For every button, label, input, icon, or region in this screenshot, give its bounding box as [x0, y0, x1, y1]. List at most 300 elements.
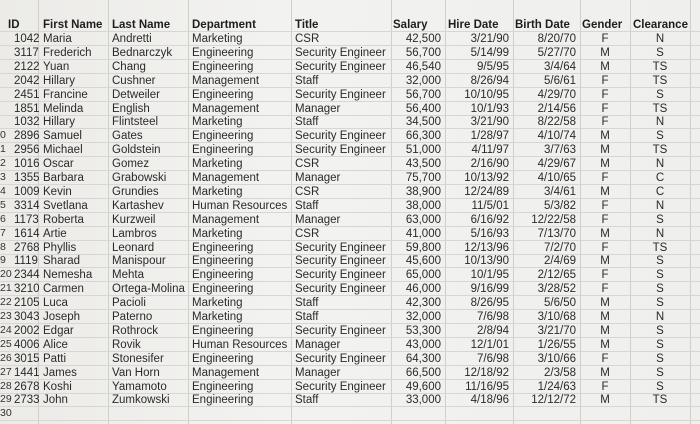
cell-clearance[interactable]: TS: [652, 144, 668, 157]
cell-department[interactable]: Engineering: [192, 269, 254, 282]
cell-birth-date[interactable]: 5/3/82: [544, 199, 576, 212]
cell-department[interactable]: Management: [192, 172, 260, 184]
cell-last-name[interactable]: Mehta: [112, 269, 144, 282]
cell-hire-date[interactable]: 8/26/95: [470, 297, 509, 310]
cell-salary[interactable]: 42,300: [405, 297, 441, 310]
cell-title[interactable]: Security Engineer: [295, 269, 386, 282]
cell-clearance[interactable]: S: [656, 324, 664, 337]
cell-clearance[interactable]: TS: [652, 60, 668, 73]
cell-id[interactable]: 3210: [14, 283, 40, 296]
cell-hire-date[interactable]: 2/16/90: [470, 158, 509, 171]
cell-department[interactable]: Marketing: [192, 158, 243, 171]
cell-id[interactable]: 1119: [14, 255, 38, 268]
table-row: [0, 380, 700, 394]
cell-clearance[interactable]: S: [656, 88, 664, 101]
cell-salary[interactable]: 33,000: [405, 394, 441, 407]
row-number: 8: [0, 240, 6, 253]
cell-birth-date[interactable]: 1/26/55: [537, 338, 576, 351]
cell-id[interactable]: 1009: [14, 185, 40, 198]
cell-department[interactable]: Human Resources: [192, 338, 288, 351]
table-row: [0, 88, 700, 102]
cell-department[interactable]: Marketing: [192, 297, 243, 310]
cell-salary[interactable]: 42,500: [405, 33, 441, 45]
cell-first-name[interactable]: Phyllis: [43, 241, 77, 254]
cell-hire-date[interactable]: 7/6/98: [477, 352, 509, 365]
cell-birth-date[interactable]: 4/10/74: [537, 130, 576, 143]
cell-title[interactable]: Security Engineer: [295, 130, 386, 143]
table-row: [0, 60, 700, 74]
row-number: 2: [0, 157, 6, 170]
cell-first-name[interactable]: Frederich: [43, 46, 92, 59]
cell-salary[interactable]: 65,000: [405, 269, 441, 282]
cell-title[interactable]: CSR: [295, 185, 320, 198]
cell-clearance[interactable]: S: [656, 255, 664, 268]
cell-salary[interactable]: 75,700: [405, 172, 441, 184]
cell-title[interactable]: Security Engineer: [295, 352, 386, 365]
cell-last-name[interactable]: Rovik: [112, 338, 141, 351]
cell-department[interactable]: Engineering: [192, 130, 254, 143]
cell-title[interactable]: Security Engineer: [295, 283, 386, 296]
cell-gender[interactable]: M: [600, 185, 610, 198]
cell-first-name[interactable]: Samuel: [43, 130, 82, 143]
cell-gender[interactable]: M: [600, 394, 610, 407]
header-hire-date[interactable]: Hire Date: [448, 19, 499, 31]
cell-gender[interactable]: M: [600, 255, 610, 268]
cell-salary[interactable]: 32,000: [405, 74, 441, 87]
cell-gender[interactable]: F: [601, 88, 609, 101]
cell-salary[interactable]: 46,000: [405, 283, 441, 296]
cell-last-name[interactable]: Detweiler: [112, 88, 160, 101]
cell-hire-date[interactable]: 12/1/01: [470, 338, 509, 351]
cell-clearance[interactable]: C: [655, 185, 665, 198]
cell-first-name[interactable]: John: [43, 394, 68, 407]
cell-gender[interactable]: M: [600, 311, 610, 323]
cell-id[interactable]: 2896: [14, 130, 40, 143]
cell-first-name[interactable]: Luca: [43, 297, 68, 310]
cell-id[interactable]: 1042: [14, 33, 40, 45]
cell-birth-date[interactable]: 3/28/52: [537, 283, 576, 296]
cell-title[interactable]: Manager: [295, 366, 341, 379]
cell-department[interactable]: Marketing: [192, 116, 243, 129]
cell-title[interactable]: CSR: [295, 33, 320, 45]
table-row: [0, 46, 700, 60]
cell-last-name[interactable]: Goldstein: [112, 144, 161, 157]
cell-clearance[interactable]: N: [655, 158, 665, 171]
cell-id[interactable]: 3314: [14, 199, 40, 212]
cell-hire-date[interactable]: 4/18/96: [470, 394, 509, 407]
cell-hire-date[interactable]: 7/6/98: [477, 311, 509, 323]
cell-department[interactable]: Engineering: [192, 380, 254, 393]
cell-first-name[interactable]: Hillary: [43, 74, 75, 87]
cell-hire-date[interactable]: 10/13/90: [464, 255, 509, 268]
cell-last-name[interactable]: Zumkowski: [112, 394, 170, 407]
cell-birth-date[interactable]: 5/6/61: [544, 74, 576, 87]
cell-salary[interactable]: 38,000: [405, 199, 441, 212]
cell-department[interactable]: Marketing: [192, 33, 243, 45]
cell-last-name[interactable]: Bednarczyk: [112, 46, 173, 59]
cell-birth-date[interactable]: 3/4/61: [544, 185, 576, 198]
cell-id[interactable]: 2002: [14, 324, 40, 337]
cell-last-name[interactable]: Rothrock: [112, 324, 159, 337]
cell-clearance[interactable]: TS: [652, 394, 668, 407]
header-clearance[interactable]: Clearance: [633, 19, 688, 31]
cell-last-name[interactable]: Ortega-Molina: [112, 283, 185, 296]
cell-clearance[interactable]: S: [656, 46, 664, 59]
cell-salary[interactable]: 41,000: [405, 227, 441, 240]
table-row: [0, 268, 700, 282]
cell-clearance[interactable]: N: [655, 33, 665, 45]
cell-id[interactable]: 2733: [14, 394, 40, 407]
cell-department[interactable]: Engineering: [192, 60, 254, 73]
cell-clearance[interactable]: N: [655, 311, 665, 323]
cell-salary[interactable]: 34,500: [405, 116, 441, 129]
cell-last-name[interactable]: Chang: [112, 60, 146, 73]
cell-first-name[interactable]: Michael: [43, 144, 83, 157]
cell-department[interactable]: Management: [192, 102, 260, 115]
cell-title[interactable]: Security Engineer: [295, 88, 386, 101]
cell-id[interactable]: 2678: [14, 380, 40, 393]
cell-clearance[interactable]: S: [656, 269, 664, 282]
cell-last-name[interactable]: Andretti: [112, 33, 152, 45]
cell-department[interactable]: Engineering: [192, 283, 254, 296]
cell-salary[interactable]: 49,600: [405, 380, 441, 393]
cell-id[interactable]: 2105: [14, 297, 40, 310]
cell-first-name[interactable]: Alice: [43, 338, 68, 351]
cell-birth-date[interactable]: 8/20/70: [537, 33, 576, 45]
cell-gender[interactable]: F: [601, 102, 609, 115]
cell-hire-date[interactable]: 11/5/01: [471, 199, 509, 212]
cell-first-name[interactable]: Nemesha: [43, 269, 93, 282]
cell-first-name[interactable]: Roberta: [43, 213, 84, 226]
cell-first-name[interactable]: Edgar: [43, 324, 74, 337]
header-last-name[interactable]: Last Name: [112, 19, 171, 31]
cell-first-name[interactable]: Melinda: [43, 102, 84, 115]
cell-last-name[interactable]: Leonard: [112, 241, 155, 254]
row-number: 7: [0, 226, 6, 239]
cell-clearance[interactable]: TS: [652, 74, 668, 87]
table-row: [0, 254, 700, 268]
row-number: 3: [0, 171, 6, 183]
cell-clearance[interactable]: S: [656, 338, 664, 351]
header-salary[interactable]: Salary: [393, 19, 428, 31]
cell-title[interactable]: Staff: [295, 297, 319, 310]
cell-id[interactable]: 1016: [14, 158, 40, 171]
cell-birth-date[interactable]: 5/6/50: [544, 297, 576, 310]
cell-salary[interactable]: 63,000: [405, 213, 441, 226]
cell-birth-date[interactable]: 4/29/70: [537, 88, 576, 101]
cell-first-name[interactable]: Svetlana: [43, 199, 88, 212]
cell-id[interactable]: 3117: [14, 46, 39, 59]
cell-first-name[interactable]: Oscar: [43, 158, 74, 171]
cell-clearance[interactable]: S: [656, 297, 664, 310]
cell-clearance[interactable]: N: [655, 227, 665, 240]
cell-title[interactable]: Staff: [295, 394, 319, 407]
cell-id[interactable]: 2768: [14, 241, 40, 254]
row-number: 1: [0, 143, 6, 156]
cell-last-name[interactable]: Kurzweil: [112, 213, 156, 226]
header-birth-date[interactable]: Birth Date: [515, 19, 570, 31]
cell-gender[interactable]: F: [601, 116, 609, 129]
cell-gender[interactable]: F: [601, 74, 609, 87]
cell-salary[interactable]: 56,700: [405, 88, 441, 101]
cell-last-name[interactable]: Van Horn: [112, 366, 160, 379]
header-department[interactable]: Department: [192, 19, 256, 31]
cell-birth-date[interactable]: 2/3/58: [544, 366, 576, 379]
cell-title[interactable]: Security Engineer: [295, 380, 386, 393]
cell-department[interactable]: Engineering: [192, 144, 254, 157]
cell-title[interactable]: Security Engineer: [295, 324, 386, 337]
cell-first-name[interactable]: Francine: [43, 88, 88, 101]
cell-last-name[interactable]: Lambros: [112, 227, 157, 240]
cell-hire-date[interactable]: 9/5/95: [477, 60, 509, 73]
cell-gender[interactable]: F: [601, 199, 609, 212]
cell-title[interactable]: CSR: [295, 158, 320, 171]
cell-birth-date[interactable]: 3/10/68: [537, 311, 576, 323]
cell-title[interactable]: Staff: [295, 116, 319, 129]
cell-hire-date[interactable]: 2/8/94: [477, 324, 509, 337]
cell-hire-date[interactable]: 12/13/96: [464, 241, 509, 254]
cell-last-name[interactable]: Cushner: [112, 74, 156, 87]
cell-gender[interactable]: F: [601, 283, 609, 296]
header-gender[interactable]: Gender: [582, 19, 623, 31]
cell-department[interactable]: Engineering: [192, 324, 254, 337]
cell-clearance[interactable]: N: [655, 116, 665, 129]
cell-hire-date[interactable]: 10/1/95: [470, 269, 509, 282]
cell-last-name[interactable]: Stonesifer: [112, 352, 164, 365]
cell-id[interactable]: 1851: [14, 102, 40, 115]
cell-salary[interactable]: 56,400: [405, 102, 441, 115]
row-number: 0: [0, 129, 6, 142]
cell-last-name[interactable]: Kartashev: [112, 199, 164, 212]
cell-salary[interactable]: 45,600: [405, 255, 441, 268]
cell-birth-date[interactable]: 7/13/70: [537, 227, 576, 240]
cell-id[interactable]: 2451: [14, 88, 40, 101]
cell-title[interactable]: Manager: [295, 102, 341, 115]
cell-birth-date[interactable]: 4/29/67: [537, 158, 576, 171]
header-title[interactable]: Title: [295, 19, 319, 31]
row-number: 22: [0, 296, 12, 309]
cell-birth-date[interactable]: 2/4/69: [544, 255, 576, 268]
cell-salary[interactable]: 43,500: [405, 158, 441, 171]
cell-birth-date[interactable]: 8/22/58: [537, 116, 576, 129]
cell-birth-date[interactable]: 12/22/58: [531, 213, 576, 226]
cell-hire-date[interactable]: 12/18/92: [464, 366, 509, 379]
cell-birth-date[interactable]: 3/21/70: [537, 324, 576, 337]
cell-title[interactable]: CSR: [295, 227, 320, 240]
cell-salary[interactable]: 38,900: [405, 185, 441, 198]
cell-salary[interactable]: 53,300: [405, 324, 441, 337]
cell-salary[interactable]: 66,300: [405, 130, 441, 143]
cell-last-name[interactable]: Manispour: [112, 255, 166, 268]
cell-department[interactable]: Engineering: [192, 255, 254, 268]
cell-gender[interactable]: M: [600, 297, 610, 310]
cell-id[interactable]: 1032: [14, 116, 40, 129]
cell-clearance[interactable]: S: [656, 283, 664, 296]
cell-last-name[interactable]: Gates: [112, 130, 143, 143]
cell-birth-date[interactable]: 5/27/70: [537, 46, 576, 59]
cell-gender[interactable]: F: [601, 241, 609, 254]
cell-hire-date[interactable]: 1/28/97: [470, 130, 509, 143]
cell-id[interactable]: 3015: [14, 352, 40, 365]
cell-birth-date[interactable]: 2/14/56: [537, 102, 576, 115]
cell-department[interactable]: Marketing: [192, 311, 243, 323]
cell-id[interactable]: 4006: [14, 338, 40, 351]
cell-first-name[interactable]: Carmen: [43, 283, 84, 296]
cell-salary[interactable]: 66,500: [405, 366, 441, 379]
cell-first-name[interactable]: Hillary: [43, 116, 75, 129]
cell-department[interactable]: Management: [192, 366, 260, 379]
cell-clearance[interactable]: S: [656, 380, 664, 393]
cell-first-name[interactable]: Yuan: [43, 60, 70, 73]
cell-id[interactable]: 1441: [14, 366, 40, 379]
cell-id[interactable]: 3043: [14, 311, 40, 323]
cell-title[interactable]: Staff: [295, 199, 319, 212]
cell-hire-date[interactable]: 3/21/90: [470, 33, 509, 45]
cell-gender[interactable]: M: [600, 60, 610, 73]
cell-clearance[interactable]: S: [656, 130, 664, 143]
cell-clearance[interactable]: S: [656, 366, 664, 379]
cell-hire-date[interactable]: 10/13/92: [464, 172, 509, 184]
table-row: [0, 102, 700, 116]
cell-gender[interactable]: F: [601, 213, 609, 226]
cell-last-name[interactable]: Grabowski: [112, 172, 167, 184]
cell-hire-date[interactable]: 10/1/93: [470, 102, 509, 115]
cell-department[interactable]: Engineering: [192, 241, 254, 254]
cell-id[interactable]: 2956: [14, 144, 40, 157]
cell-gender[interactable]: F: [601, 269, 609, 282]
cell-gender[interactable]: F: [601, 380, 609, 393]
cell-gender[interactable]: M: [600, 366, 610, 379]
cell-last-name[interactable]: English: [112, 102, 150, 115]
cell-hire-date[interactable]: 4/11/97: [471, 144, 509, 157]
cell-id[interactable]: 2042: [14, 74, 40, 87]
cell-gender[interactable]: M: [600, 158, 610, 171]
cell-gender[interactable]: F: [601, 172, 609, 184]
cell-first-name[interactable]: Sharad: [43, 255, 81, 268]
cell-birth-date[interactable]: 12/12/72: [531, 394, 576, 407]
cell-first-name[interactable]: Joseph: [43, 311, 81, 323]
cell-clearance[interactable]: S: [656, 213, 664, 226]
cell-department[interactable]: Engineering: [192, 352, 254, 365]
cell-gender[interactable]: M: [600, 144, 610, 157]
cell-salary[interactable]: 64,300: [405, 352, 441, 365]
header-row: [0, 18, 700, 32]
row-number: 30: [0, 407, 12, 420]
cell-department[interactable]: Engineering: [192, 46, 254, 59]
cell-department[interactable]: Engineering: [192, 394, 254, 407]
cell-gender[interactable]: F: [601, 33, 609, 45]
cell-clearance[interactable]: N: [655, 199, 665, 212]
cell-salary[interactable]: 51,000: [405, 144, 441, 157]
cell-hire-date[interactable]: 6/16/92: [470, 213, 509, 226]
cell-first-name[interactable]: Maria: [43, 33, 72, 45]
cell-department[interactable]: Management: [192, 74, 260, 87]
cell-last-name[interactable]: Pacioli: [112, 297, 146, 310]
cell-salary[interactable]: 43,000: [405, 338, 441, 351]
cell-hire-date[interactable]: 10/10/95: [464, 88, 509, 101]
cell-birth-date[interactable]: 3/4/64: [544, 60, 576, 73]
cell-gender[interactable]: M: [600, 130, 610, 143]
cell-salary[interactable]: 32,000: [405, 311, 441, 323]
cell-gender[interactable]: M: [600, 46, 610, 59]
cell-last-name[interactable]: Flintsteel: [112, 116, 159, 129]
row-number: 9: [0, 254, 6, 267]
cell-first-name[interactable]: Koshi: [43, 380, 72, 393]
table-row: [0, 227, 700, 241]
cell-last-name[interactable]: Paterno: [112, 311, 153, 323]
cell-hire-date[interactable]: 12/24/89: [464, 185, 509, 198]
cell-salary[interactable]: 46,540: [405, 60, 441, 73]
cell-title[interactable]: Security Engineer: [295, 255, 386, 268]
cell-salary[interactable]: 56,700: [405, 46, 441, 59]
cell-title[interactable]: Manager: [295, 338, 341, 351]
cell-clearance[interactable]: TS: [652, 241, 668, 254]
cell-id[interactable]: 1173: [14, 213, 39, 226]
cell-birth-date[interactable]: 7/2/70: [544, 241, 576, 254]
cell-department[interactable]: Human Resources: [192, 199, 288, 212]
cell-title[interactable]: Manager: [295, 172, 341, 184]
cell-id[interactable]: 2122: [14, 60, 40, 73]
cell-title[interactable]: Security Engineer: [295, 46, 386, 59]
cell-gender[interactable]: M: [600, 338, 610, 351]
cell-clearance[interactable]: C: [655, 172, 665, 184]
cell-first-name[interactable]: Artie: [43, 227, 67, 240]
cell-department[interactable]: Marketing: [192, 227, 243, 240]
cell-first-name[interactable]: Barbara: [43, 172, 84, 184]
cell-department[interactable]: Marketing: [192, 185, 243, 198]
cell-last-name[interactable]: Grundies: [112, 185, 159, 198]
cell-id[interactable]: 2344: [14, 269, 40, 282]
cell-gender[interactable]: M: [600, 324, 610, 337]
cell-title[interactable]: Staff: [295, 74, 319, 87]
header-first-name[interactable]: First Name: [43, 19, 103, 31]
cell-id[interactable]: 1614: [14, 227, 40, 240]
row-number: 28: [0, 379, 12, 392]
header-id[interactable]: ID: [8, 19, 20, 31]
cell-hire-date[interactable]: 8/26/94: [470, 74, 509, 87]
cell-title[interactable]: Staff: [295, 311, 319, 323]
cell-last-name[interactable]: Yamamoto: [112, 380, 167, 393]
cell-id[interactable]: 1355: [14, 172, 40, 184]
cell-department[interactable]: Management: [192, 213, 260, 226]
cell-birth-date[interactable]: 4/10/65: [537, 172, 576, 184]
cell-hire-date[interactable]: 11/16/95: [465, 380, 509, 393]
cell-clearance[interactable]: S: [656, 352, 664, 365]
cell-hire-date[interactable]: 5/16/93: [470, 227, 509, 240]
cell-birth-date[interactable]: 3/10/66: [537, 352, 576, 365]
cell-title[interactable]: Security Engineer: [295, 144, 386, 157]
cell-gender[interactable]: M: [600, 227, 610, 240]
cell-title[interactable]: Manager: [295, 213, 341, 226]
cell-last-name[interactable]: Gomez: [112, 158, 150, 171]
cell-first-name[interactable]: Patti: [43, 352, 67, 365]
cell-department[interactable]: Engineering: [192, 88, 254, 101]
cell-first-name[interactable]: Kevin: [43, 185, 72, 198]
cell-birth-date[interactable]: 2/12/65: [537, 269, 576, 282]
cell-gender[interactable]: F: [601, 352, 609, 365]
cell-title[interactable]: Security Engineer: [295, 241, 386, 254]
table-row: [0, 324, 700, 338]
cell-title[interactable]: Security Engineer: [295, 60, 386, 73]
cell-hire-date[interactable]: 9/16/99: [470, 283, 509, 296]
cell-hire-date[interactable]: 5/14/99: [470, 46, 509, 59]
cell-clearance[interactable]: TS: [652, 102, 668, 115]
cell-birth-date[interactable]: 3/7/63: [544, 144, 576, 157]
cell-salary[interactable]: 59,800: [405, 241, 441, 254]
cell-hire-date[interactable]: 3/21/90: [470, 116, 509, 129]
cell-birth-date[interactable]: 1/24/63: [537, 380, 576, 393]
cell-first-name[interactable]: James: [43, 366, 77, 379]
